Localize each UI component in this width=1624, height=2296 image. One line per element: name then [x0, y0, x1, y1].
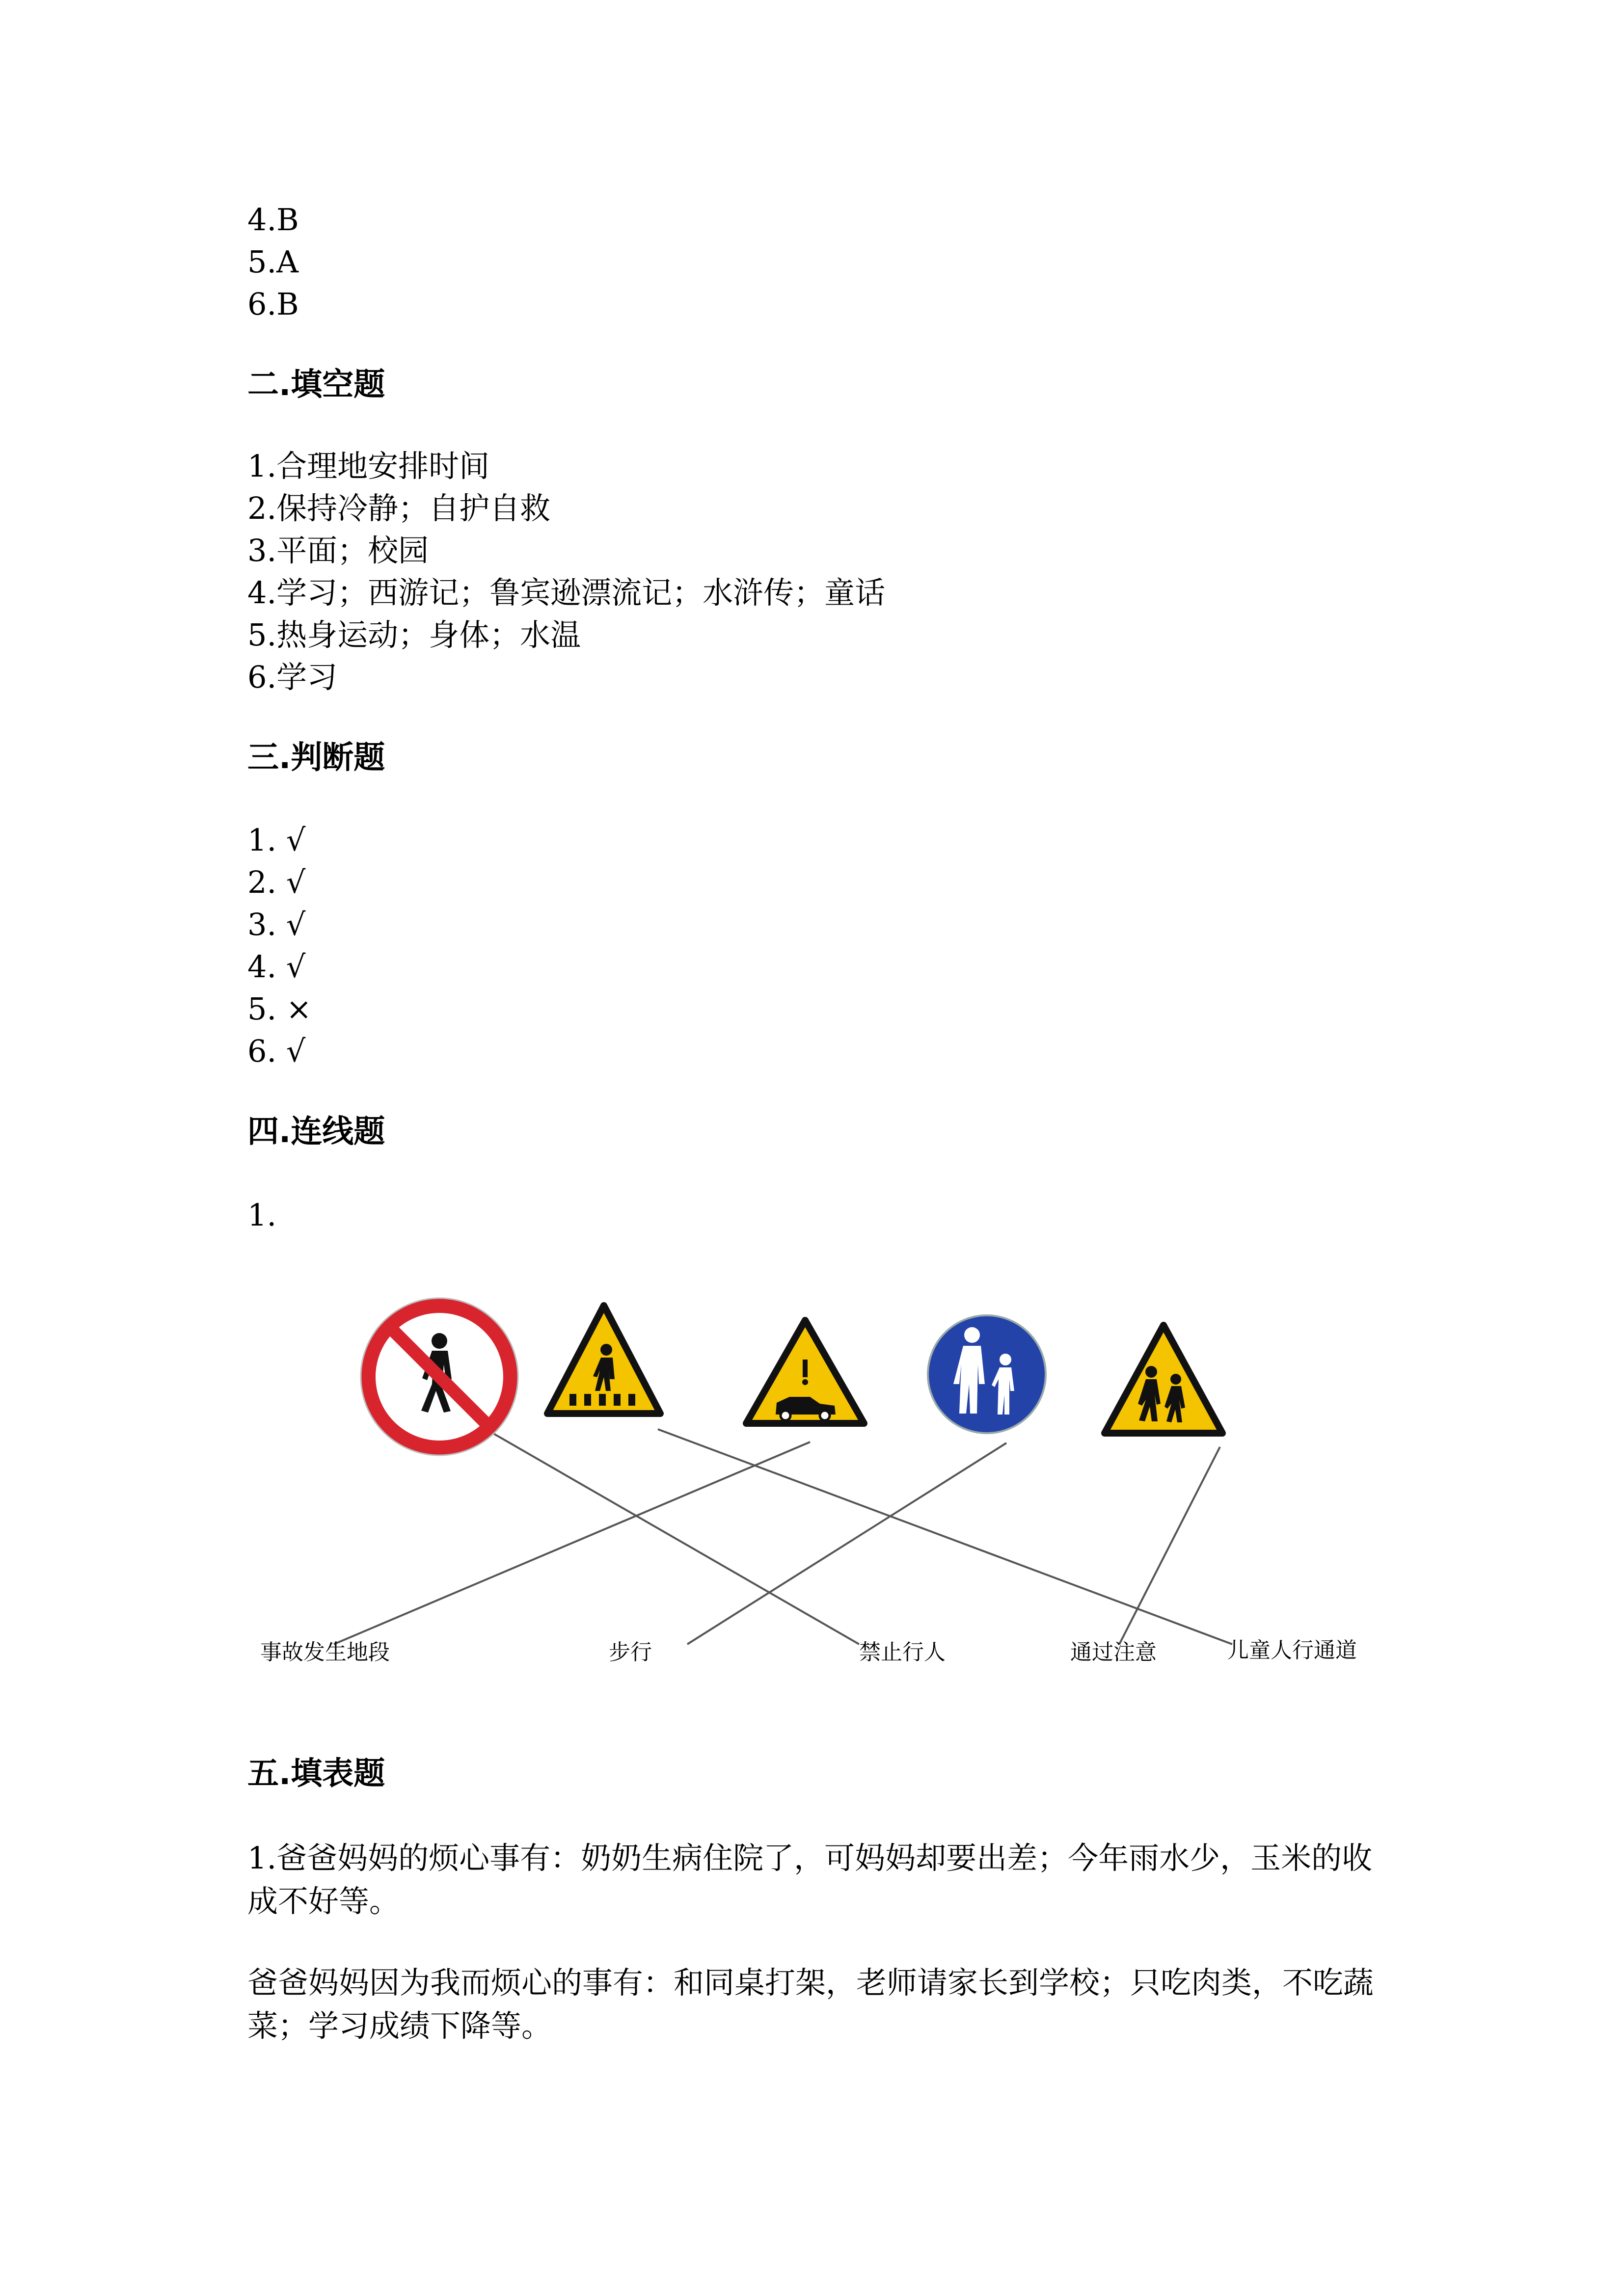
walk-sign	[928, 1315, 1046, 1433]
answer-line: 6. √	[247, 1033, 306, 1069]
label-accident-zone: 事故发生地段	[260, 1640, 390, 1665]
answer-line: 2. √	[247, 864, 306, 900]
answer-line: 5. ×	[247, 991, 312, 1027]
label-caution: 通过注意	[1070, 1640, 1157, 1665]
connector-line	[488, 1431, 859, 1644]
no-pedestrians-sign	[361, 1298, 518, 1455]
crosswalk-warning-sign	[547, 1306, 660, 1414]
connector-line	[658, 1429, 1232, 1644]
answer-line: 5.热身运动；身体；水温	[247, 617, 581, 653]
connector-line	[1119, 1447, 1220, 1644]
matching-diagram	[245, 1286, 1394, 1688]
answer-line: 3. √	[247, 907, 306, 942]
answer-line: 1.合理地安排时间	[247, 448, 490, 484]
section-heading: 五.填表题	[247, 1756, 385, 1792]
section-heading: 三.判断题	[247, 740, 385, 776]
accident-zone-sign	[746, 1320, 864, 1423]
answer-line: 6.B	[247, 286, 299, 322]
answer-line: 4.学习；西游记；鲁宾逊漂流记；水浒传；童话	[247, 575, 886, 611]
answer-line: 4.B	[247, 202, 299, 238]
children-warning-sign	[1105, 1325, 1222, 1433]
connector-line	[334, 1442, 810, 1644]
answer-paragraph: 爸爸妈妈因为我而烦心的事有：和同桌打架，老师请家长到学校；只吃肉类，不吃蔬菜；学习成绩下降等。	[247, 1965, 1374, 2044]
answer-paragraph: 1.爸爸妈妈的烦心事有：奶奶生病住院了，可妈妈却要出差；今年雨水少，玉米的收成不好等。	[247, 1840, 1373, 1919]
label-no-pedestrians: 禁止行人	[859, 1640, 946, 1665]
label-walk: 步行	[609, 1640, 652, 1665]
matching-lines	[245, 1286, 1394, 1688]
item-number: 1.	[247, 1197, 277, 1233]
label-children-crossing: 儿童人行通道	[1227, 1638, 1357, 1663]
answer-line: 2.保持冷静；自护自救	[247, 490, 551, 526]
answer-line: 5.A	[247, 244, 298, 280]
answer-line: 4. √	[247, 949, 306, 985]
answer-line: 3.平面；校园	[247, 533, 429, 568]
answer-line: 1. √	[247, 822, 306, 858]
section-heading: 二.填空题	[247, 367, 385, 403]
section-heading: 四.连线题	[247, 1114, 385, 1150]
answer-line: 6.学习	[247, 659, 338, 695]
